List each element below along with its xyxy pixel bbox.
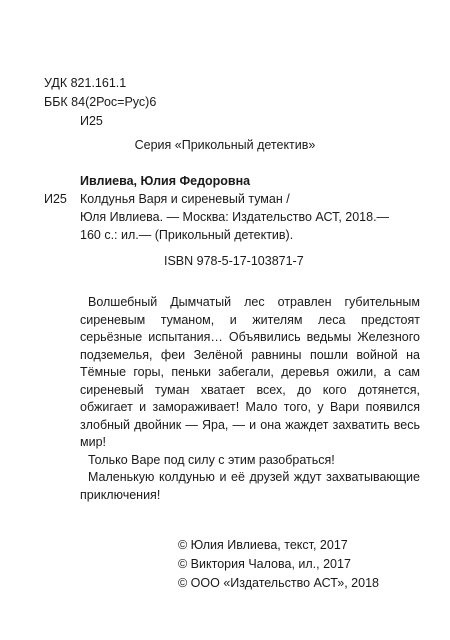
annotation-paragraph: Только Варе под силу с этим разобраться!: [88, 452, 335, 467]
author-mark: И25: [80, 114, 103, 128]
bib-line-text: Колдунья Варя и сиреневый туман /: [80, 192, 290, 206]
classification-block: [44, 74, 156, 131]
copyright-block: [178, 536, 379, 593]
copyright-line: © Юлия Ивлиева, текст, 2017: [178, 538, 348, 552]
bib-author-mark: И25: [44, 192, 67, 206]
bib-line: Юля Ивлиева. — Москва: Издательство АСТ, 2018.—: [80, 210, 390, 224]
copyright-line: © Виктория Чалова, ил., 2017: [178, 557, 351, 571]
series-title: Серия «Прикольный детектив»: [134, 138, 316, 152]
bibliographic-record: [44, 172, 404, 270]
annotation-paragraph: Волшебный Дымчатый лес отравлен губительным сиреневым туманом, и жителям леса предстоят серьёзные испытания… Объявились ведьмы Железного подземелья, феи Зелёной равнины пошли войной на Тёмные горы, пеньки забегали, деревья ожили, а сам сиреневый туман хватает всех, до кого дотянется, обжигает и замораживает! Мало того, у Вари появился злобный двойник — Яра, — и она жаждет захватить весь мир!: [80, 295, 420, 449]
bib-line: [44, 190, 404, 208]
copyright-line: © ООО «Издательство АСТ», 2018: [178, 576, 379, 590]
isbn: ISBN 978-5-17-103871-7: [164, 254, 304, 268]
bib-line: 160 с.: ил.— (Прикольный детектив).: [80, 228, 294, 242]
annotation: [80, 294, 420, 504]
author-name: Ивлиева, Юлия Федоровна: [80, 174, 251, 188]
bbk-code: ББК 84(2Рос=Рус)6: [44, 95, 157, 109]
annotation-paragraph: Маленькую колдунью и её друзей ждут захватывающие приключения!: [80, 470, 420, 502]
udk-code: УДК 821.161.1: [44, 76, 127, 90]
